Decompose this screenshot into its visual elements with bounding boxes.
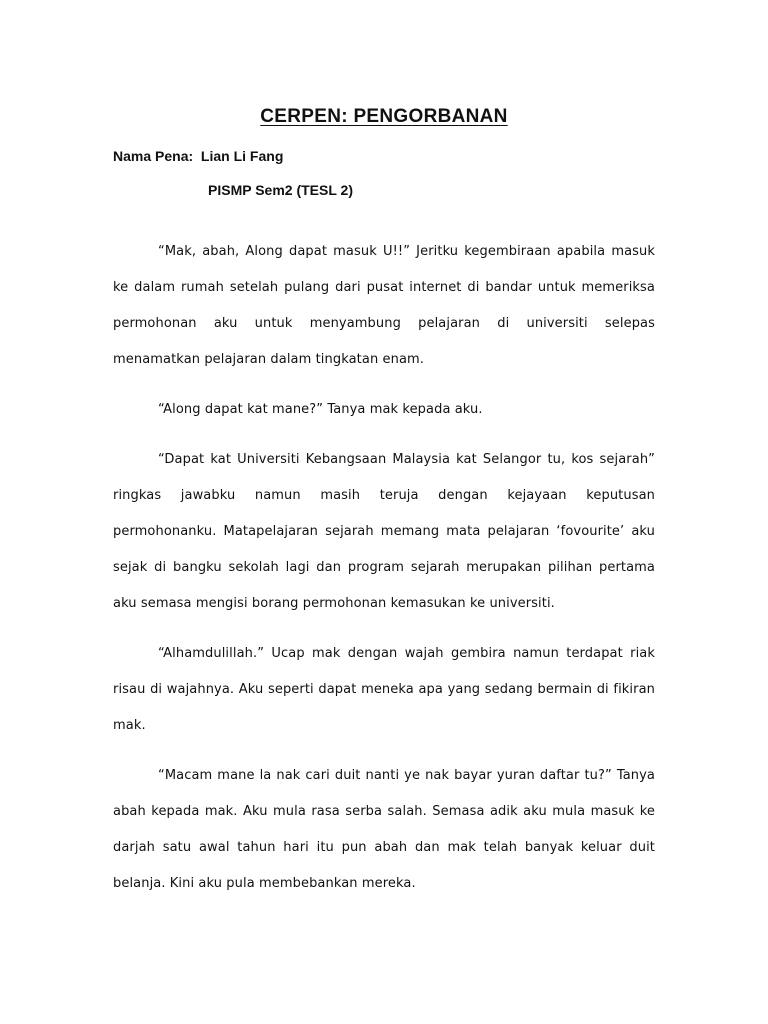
story-paragraph: “Dapat kat Universiti Kebangsaan Malaysia kat Selangor tu, kos sejarah” ringkas jawabku namun masih teruja dengan kejayaan keputusan permohonanku. Matapelajaran sejarah memang mata pelajaran ‘fovourite’ aku sejak di bangku sekolah lagi dan program sejarah merupakan pilihan pertama aku semasa mengisi borang permohonan kemasukan ke universiti. (113, 452, 655, 611)
class-line: PISMP Sem2 (TESL 2) (208, 182, 353, 198)
story-title: CERPEN: PENGORBANAN (260, 106, 508, 127)
story-paragraph: “Mak, abah, Along dapat masuk U!!” Jeritku kegembiraan apabila masuk ke dalam rumah setelah pulang dari pusat internet di bandar untuk memeriksa permohonan aku untuk menyambung pelajaran di universiti selepas menamatkan pelajaran dalam tingkatan enam. (113, 244, 655, 367)
story-paragraph: “Alhamdulillah.” Ucap mak dengan wajah gembira namun terdapat riak risau di wajahnya. Aku seperti dapat meneka apa yang sedang bermain di fikiran mak. (113, 646, 655, 733)
pen-name-line: Nama Pena: Lian Li Fang (113, 148, 284, 164)
story-paragraph: “Along dapat kat mane?” Tanya mak kepada aku. (158, 402, 483, 417)
story-body (113, 234, 655, 902)
story-paragraph: “Macam mane la nak cari duit nanti ye nak bayar yuran daftar tu?” Tanya abah kepada mak. Aku mula rasa serba salah. Semasa adik aku mula masuk ke darjah satu awal tahun hari itu pun abah dan mak telah banyak keluar duit belanja. Kini aku pula membebankan mereka. (113, 768, 655, 891)
